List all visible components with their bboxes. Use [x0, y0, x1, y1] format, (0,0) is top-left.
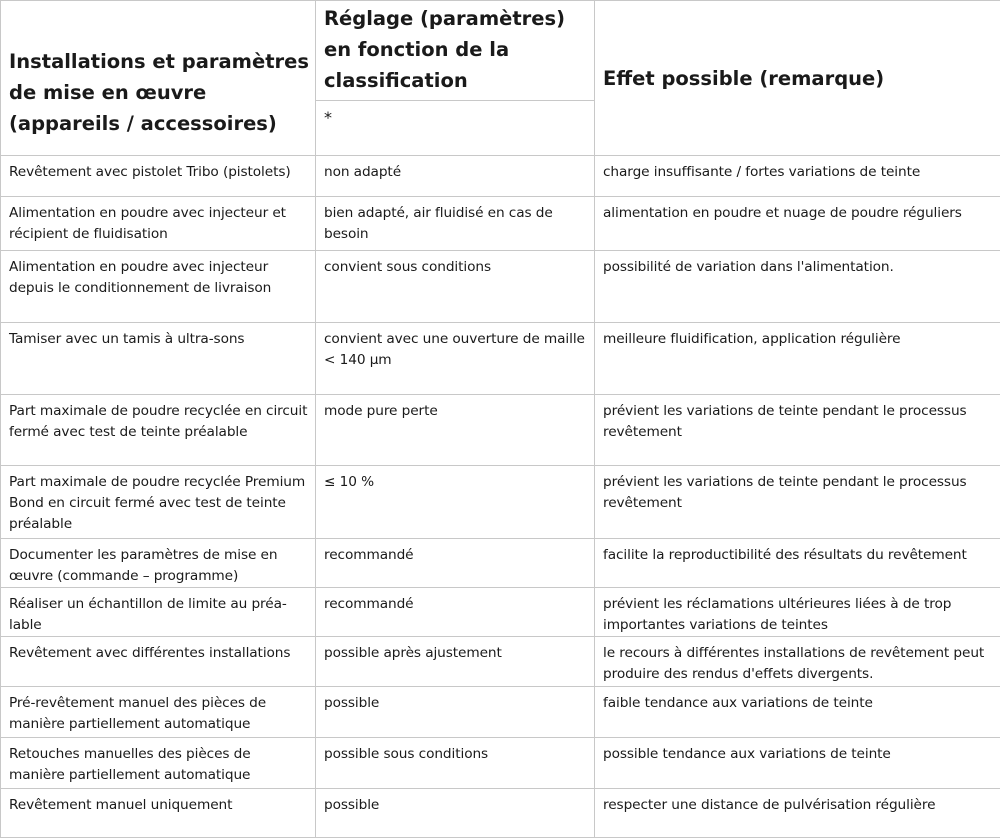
cell-installation: Alimentation en poudre avec injecteur et récipient de fluidisation [1, 197, 316, 251]
cell-effet: prévient les variations de teinte pendant le processus revêtement [595, 466, 1000, 539]
table-row [1, 738, 1000, 789]
cell-installation: Revêtement avec pistolet Tribo (pistolets) [1, 156, 316, 197]
table-row [1, 395, 1000, 466]
cell-effet: possibilité de variation dans l'alimentation. [595, 251, 1000, 323]
cell-effet: faible tendance aux variations de teinte [595, 687, 1000, 738]
header-installations: Installations et paramètres de mise en œuvre (appareils / accessoires) [1, 1, 316, 156]
cell-effet: alimentation en poudre et nuage de poudre réguliers [595, 197, 1000, 251]
table-row [1, 687, 1000, 738]
header-row [1, 1, 1000, 101]
cell-reglage: mode pure perte [316, 395, 595, 466]
cell-installation: Part maximale de poudre recyclée en circuit fermé avec test de teinte préalable [1, 395, 316, 466]
cell-effet: respecter une distance de pulvérisation régulière [595, 789, 1000, 838]
cell-reglage: bien adapté, air fluidisé en cas de besoin [316, 197, 595, 251]
cell-reglage: possible [316, 789, 595, 838]
cell-reglage: recommandé [316, 588, 595, 637]
cell-reglage: possible [316, 687, 595, 738]
cell-effet: le recours à différentes installations de revêtement peut produire des rendus d'effets divergents. [595, 637, 1000, 687]
cell-reglage: ≤ 10 % [316, 466, 595, 539]
cell-installation: Tamiser avec un tamis à ultra-sons [1, 323, 316, 395]
cell-effet: charge insuffisante / fortes variations de teinte [595, 156, 1000, 197]
cell-installation: Pré-revêtement manuel des pièces de manière partiellement automatique [1, 687, 316, 738]
table-row [1, 323, 1000, 395]
cell-effet: prévient les réclamations ultérieures liées à de trop importantes variations de teintes [595, 588, 1000, 637]
table-row [1, 156, 1000, 197]
cell-effet: meilleure fluidification, application régulière [595, 323, 1000, 395]
cell-reglage: possible sous conditions [316, 738, 595, 789]
cell-effet: possible tendance aux variations de teinte [595, 738, 1000, 789]
cell-reglage: convient avec une ouverture de maille < 140 µm [316, 323, 595, 395]
cell-effet: facilite la reproductibilité des résultats du revêtement [595, 539, 1000, 588]
cell-installation: Part maximale de poudre recyclée Premium Bond en circuit fermé avec test de teinte préalable [1, 466, 316, 539]
table-row [1, 539, 1000, 588]
table-row [1, 197, 1000, 251]
cell-installation: Documenter les paramètres de mise en œuvre (commande – programme) [1, 539, 316, 588]
cell-reglage: convient sous conditions [316, 251, 595, 323]
cell-installation: Revêtement manuel uniquement [1, 789, 316, 838]
header-reglage: Réglage (paramètres) en fonction de la classification [316, 1, 595, 101]
table-row [1, 637, 1000, 687]
cell-reglage: recommandé [316, 539, 595, 588]
cell-installation: Alimentation en poudre avec injecteur depuis le conditionnement de livraison [1, 251, 316, 323]
cell-reglage: possible après ajustement [316, 637, 595, 687]
cell-installation: Retouches manuelles des pièces de manière partiellement automatique [1, 738, 316, 789]
cell-reglage: non adapté [316, 156, 595, 197]
table-row [1, 588, 1000, 637]
table-row [1, 466, 1000, 539]
cell-installation: Revêtement avec différentes installations [1, 637, 316, 687]
header-effet: Effet possible (remarque) [595, 1, 1000, 156]
header-reglage-classification: * [316, 101, 595, 156]
table-row [1, 789, 1000, 838]
table-row [1, 251, 1000, 323]
cell-effet: prévient les variations de teinte pendant le processus revêtement [595, 395, 1000, 466]
cell-installation: Réaliser un échantillon de limite au préa-lable [1, 588, 316, 637]
